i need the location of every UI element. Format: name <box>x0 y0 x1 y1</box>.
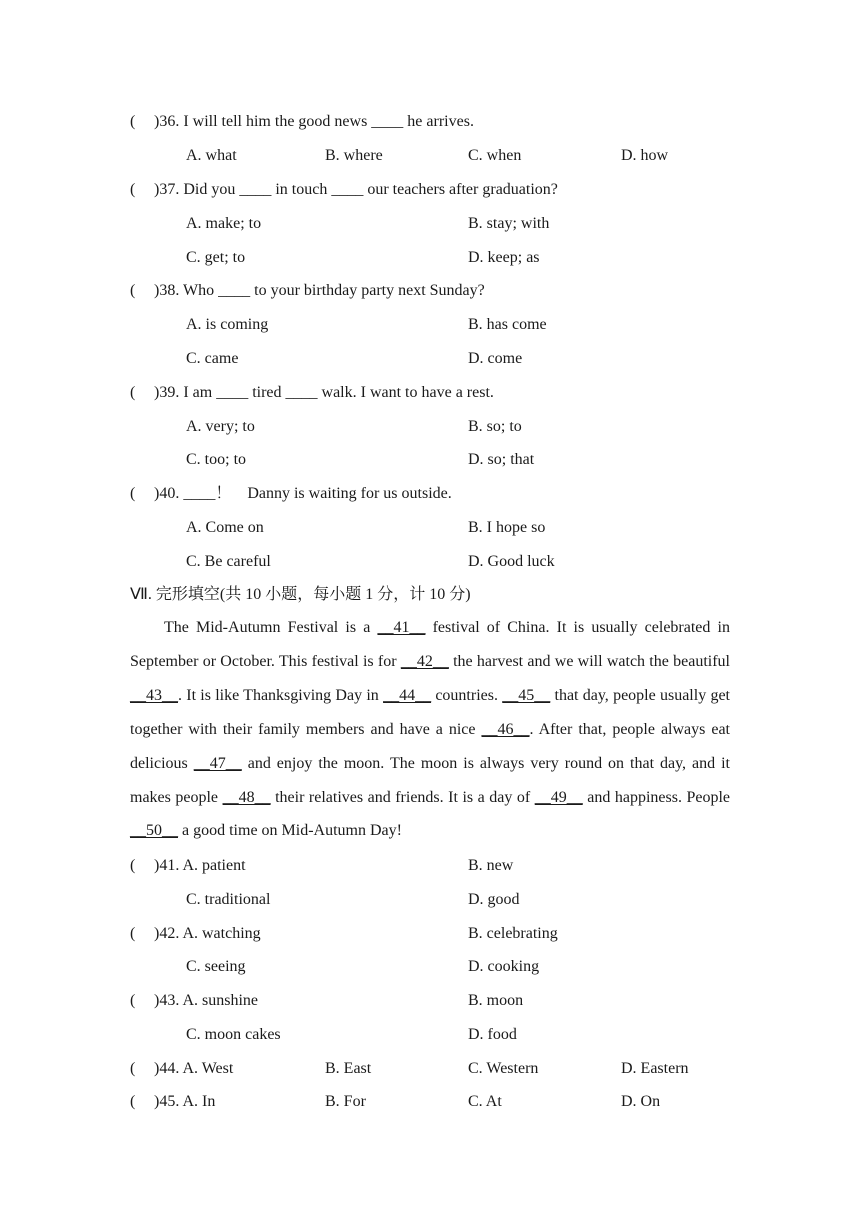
option-c: C. At <box>468 1093 502 1110</box>
answer-paren: ( <box>130 992 136 1009</box>
option-c: C. Be careful <box>186 553 271 570</box>
option-d: D. good <box>468 891 520 908</box>
passage-text: their relatives and friends. It is a day of <box>270 788 535 806</box>
question-41 <box>0 849 860 883</box>
question-38 <box>0 274 860 308</box>
answer-paren: ( <box>130 1093 136 1110</box>
passage-text: . It is like Thanksgiving Day in <box>178 686 384 704</box>
answer-paren: ( <box>130 181 136 198</box>
option-b: B. has come <box>468 316 547 333</box>
option-b: B. celebrating <box>468 925 558 942</box>
option-b: B. East <box>325 1060 372 1077</box>
question-42 <box>0 917 860 951</box>
question-36 <box>0 105 860 139</box>
option-a: A. is coming <box>186 316 269 333</box>
option-b: B. so; to <box>468 418 522 435</box>
answer-paren: ( <box>130 1060 136 1077</box>
passage-text: the harvest and we will watch the beautiful <box>448 652 730 670</box>
question-stem: )36. I will tell him the good news ____ he arrives. <box>154 113 474 130</box>
question-stem: )43. A. sunshine <box>154 992 258 1009</box>
answer-paren: ( <box>130 485 136 502</box>
blank-49: __49__ <box>534 788 583 806</box>
question-stem: )41. A. patient <box>154 857 246 874</box>
options-36 <box>0 139 860 173</box>
option-b: B. I hope so <box>468 519 546 536</box>
option-b: B. moon <box>468 992 524 1009</box>
option-a: A. very; to <box>186 418 255 435</box>
option-d: D. cooking <box>468 958 540 975</box>
blank-44: __44__ <box>383 686 432 704</box>
passage-text: and enjoy the moon. The moon is always very round on that day, and it makes people <box>130 754 731 806</box>
answer-paren: ( <box>130 282 136 299</box>
passage-paragraph <box>130 611 730 848</box>
answer-paren: ( <box>130 857 136 874</box>
option-b: B. where <box>325 147 383 164</box>
question-stem: )39. I am ____ tired ____ walk. I want to have a rest. <box>154 384 494 401</box>
question-40 <box>0 477 860 511</box>
option-b: B. new <box>468 857 514 874</box>
question-44 <box>0 1052 860 1086</box>
question-stem: )44. A. West <box>154 1060 234 1077</box>
passage-text: a good time on Mid-Autumn Day! <box>178 822 402 840</box>
blank-50: __50__ <box>130 822 178 840</box>
cloze-passage <box>130 611 730 848</box>
passage-text: and happiness. People <box>582 788 731 806</box>
blank-45: __45__ <box>502 686 551 704</box>
option-a: A. what <box>186 147 237 164</box>
option-b: B. stay; with <box>468 215 550 232</box>
option-c: C. when <box>468 147 522 164</box>
options-38-ab <box>0 308 860 342</box>
option-c: C. moon cakes <box>186 1026 281 1043</box>
option-d: D. food <box>468 1026 517 1043</box>
option-d: D. Good luck <box>468 553 555 570</box>
blank-41: __41__ <box>377 619 426 636</box>
options-38-cd <box>0 342 860 376</box>
section-heading-row <box>0 578 860 612</box>
option-b: B. For <box>325 1093 366 1110</box>
blank-47: __47__ <box>193 754 242 772</box>
passage-text: The Mid-Autumn Festival is a <box>164 619 378 636</box>
option-c: C. Western <box>468 1060 539 1077</box>
option-c: C. seeing <box>186 958 246 975</box>
blank-42: __42__ <box>400 652 449 670</box>
question-stem: )42. A. watching <box>154 925 261 942</box>
option-a: A. Come on <box>186 519 264 536</box>
passage-text: that day, people usually get together with their family members and have a nice <box>130 686 730 738</box>
option-d: D. Eastern <box>621 1060 689 1077</box>
options-37-cd <box>0 241 860 275</box>
question-stem: )40. ____！ Danny is waiting for us outside. <box>154 485 452 502</box>
passage-text: . After that, people always eat delicious <box>130 720 731 772</box>
options-39-cd <box>0 443 860 477</box>
question-45 <box>0 1085 860 1119</box>
options-40-ab <box>0 511 860 545</box>
question-39 <box>0 376 860 410</box>
passage-text: festival of China. It is usually celebrated in September or October. This festival is for <box>130 619 730 670</box>
options-41-cd <box>0 883 860 917</box>
option-c: C. get; to <box>186 249 246 266</box>
option-d: D. how <box>621 147 669 164</box>
question-stem: )45. A. In <box>154 1093 216 1110</box>
question-stem: )37. Did you ____ in touch ____ our teachers after graduation? <box>154 181 558 198</box>
options-43-cd <box>0 1018 860 1052</box>
options-40-cd <box>0 545 860 579</box>
blank-43: __43__ <box>130 686 178 704</box>
option-d: D. so; that <box>468 451 535 468</box>
options-39-ab <box>0 410 860 444</box>
section-heading: Ⅶ. 完形填空(共 10 小题，每小题 1 分，计 10 分) <box>130 586 471 603</box>
options-37-ab <box>0 207 860 241</box>
answer-paren: ( <box>130 113 136 130</box>
option-d: D. keep; as <box>468 249 540 266</box>
answer-paren: ( <box>130 384 136 401</box>
option-c: C. traditional <box>186 891 271 908</box>
option-a: A. make; to <box>186 215 262 232</box>
option-c: C. too; to <box>186 451 247 468</box>
blank-48: __48__ <box>222 788 271 806</box>
blank-46: __46__ <box>481 720 530 738</box>
option-d: D. come <box>468 350 523 367</box>
question-stem: )38. Who ____ to your birthday party next Sunday? <box>154 282 485 299</box>
options-42-cd <box>0 950 860 984</box>
question-43 <box>0 984 860 1018</box>
option-c: C. came <box>186 350 239 367</box>
passage-text: countries. <box>431 686 503 704</box>
question-37 <box>0 173 860 207</box>
option-d: D. On <box>621 1093 661 1110</box>
answer-paren: ( <box>130 925 136 942</box>
